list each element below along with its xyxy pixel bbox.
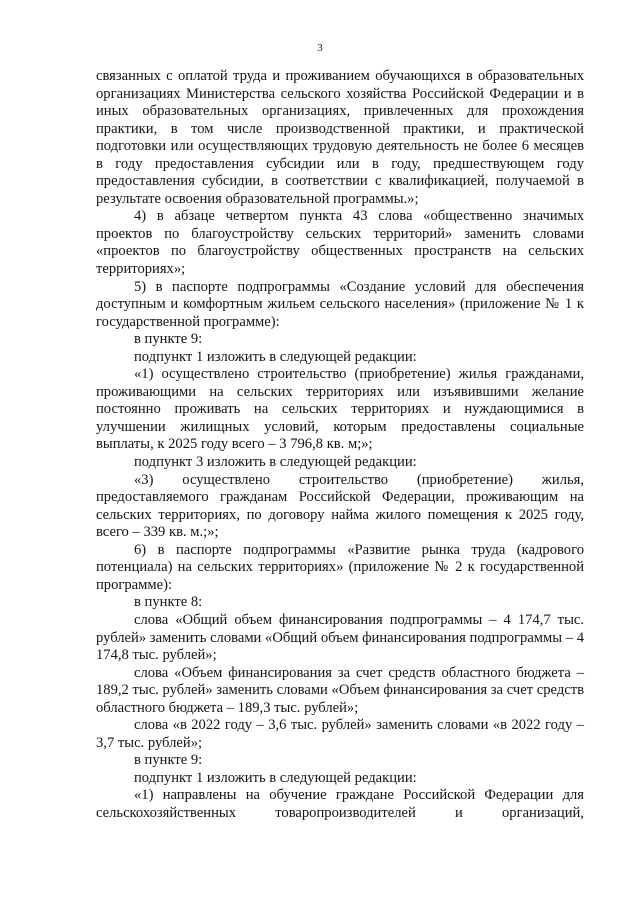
paragraph-subpoint-3-text: «3) осуществлено строительство (приобретение) жилья, предоставляемого гражданам Российской Федерации, проживающим на сельских территориях, по договору найма жилого помещения к 2025 году, всего – 339 кв. м.;»; xyxy=(96,471,584,541)
paragraph-item-5: 5) в паспорте подпрограммы «Создание условий для обеспечения доступным и комфортным жильем сельского населения» (приложение № 1 к государственной программе): xyxy=(96,278,584,330)
document-body xyxy=(96,68,584,823)
paragraph-point-8: в пункте 8: xyxy=(134,594,203,611)
paragraph-total-funding: слова «Общий объем финансирования подпрограммы – 4 174,7 тыс. рублей» заменить словами «Общий объем финансирования подпрограммы – 4 174,8 тыс. рублей»; xyxy=(96,611,584,664)
paragraph-subpoint-1-text: «1) осуществлено строительство (приобретение) жилья гражданами, проживающими на сельских территориях или изъявившими желание постоянно проживать на сельских территориях и нуждающимися в улучшении жилищных условий, которым предоставлены социальные выплаты, к 2025 году всего – 3 796,8 кв. м;»; xyxy=(96,366,584,453)
paragraph-continuation: связанных с оплатой труда и проживанием обучающихся в образовательных организациях Министерства сельского хозяйства Российской Федерации и в иных образовательных организациях, привлеченных для прохождения практики, в том числе производственной практики, и практической подготовки или осуществляющих трудовую деятельность не более 6 месяцев в году предоставления субсидии или в году, предшествующем году предоставления субсидии, в соответствии с квалификацией, получаемой в результате освоения образовательной программы.»; xyxy=(96,68,584,207)
paragraph-item-6: 6) в паспорте подпрограммы «Развитие рынка труда (кадрового потенциала) на сельских территориях» (приложение № 2 к государственной программе): xyxy=(96,541,584,593)
page-number: 3 xyxy=(317,42,323,54)
paragraph-point-9-second: в пункте 9: xyxy=(134,752,203,769)
paragraph-regional-funding: слова «Объем финансирования за счет средств областного бюджета – 189,2 тыс. рублей» заменить словами «Объем финансирования за счет средств областного бюджета – 189,3 тыс. рублей»; xyxy=(96,664,584,716)
paragraph-subpoint-1-intro: подпункт 1 изложить в следующей редакции: xyxy=(134,348,417,365)
paragraph-item-4: 4) в абзаце четвертом пункта 43 слова «общественно значимых проектов по благоустройству сельских территорий» заменить словами «проектов по благоустройству общественных пространств на сельских территориях»; xyxy=(96,208,584,278)
paragraph-point-9: в пункте 9: xyxy=(134,331,203,348)
paragraph-subpoint-1-text-second: «1) направлены на обучение граждане Российской Федерации для сельскохозяйственных товаропроизводителей и организаций, xyxy=(96,787,584,821)
paragraph-2022-funding: слова «в 2022 году – 3,6 тыс. рублей» заменить словами «в 2022 году – 3,7 тыс. рублей»; xyxy=(96,717,584,751)
paragraph-subpoint-1-intro-second: подпункт 1 изложить в следующей редакции: xyxy=(134,769,417,786)
paragraph-subpoint-3-intro: подпункт 3 изложить в следующей редакции: xyxy=(134,454,417,471)
